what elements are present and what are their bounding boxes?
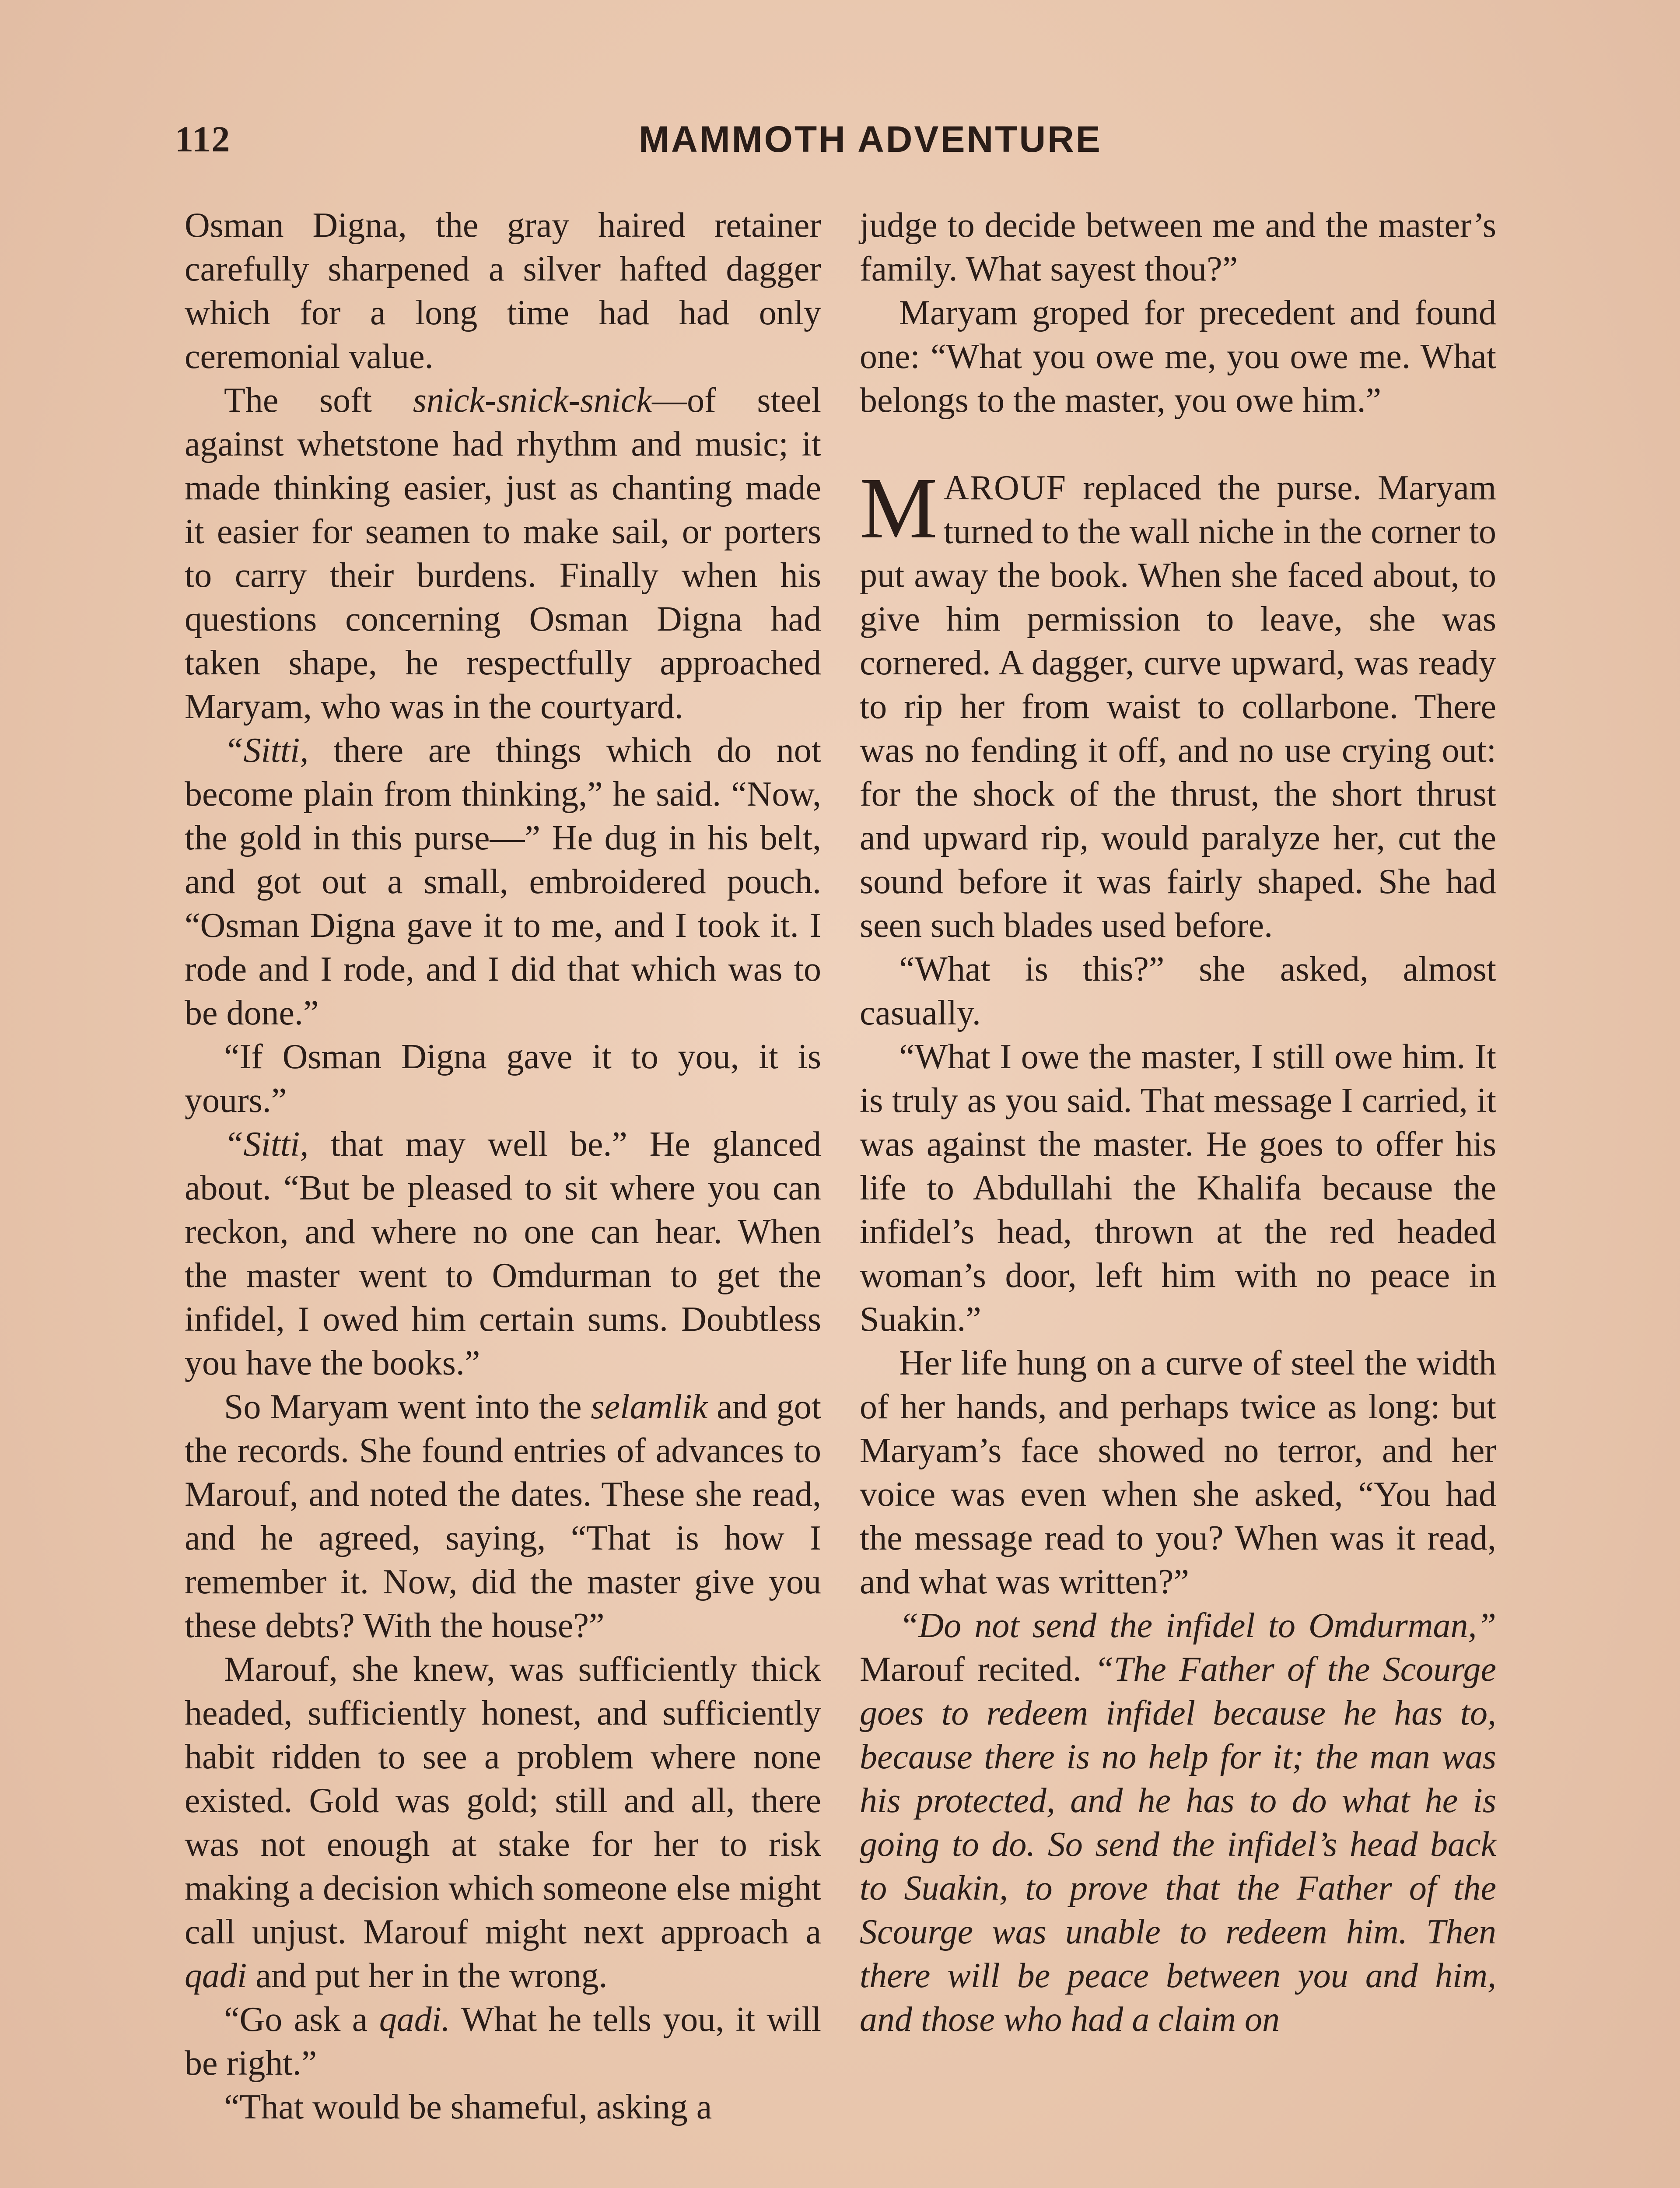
paragraph: “If Osman Digna gave it to you, it is yours.” bbox=[185, 1038, 821, 1120]
paragraph: “That would be shameful, asking a bbox=[224, 2088, 712, 2126]
section-break bbox=[860, 422, 1496, 466]
paragraph: So Maryam went into the selamlik and got the records. She found entries of advances to Marouf, and noted the dates. These she read, and he agreed, saying, “That is how I remember it. Now, did the master give you these debts? With the house?” bbox=[185, 1388, 822, 1645]
paragraph: “Sitti, that may well be.” He glanced about. “But be pleased to sit where you can reckon, and where no one can hear. When the master went to Omdurman to get the infidel, I owed him certain sums. Doubtless you have the books.” bbox=[185, 1125, 821, 1382]
right-column bbox=[860, 203, 1496, 2041]
paragraph: Osman Digna, the gray haired retainer carefully sharpened a silver hafted dagger which for a long time had had only ceremonial value. bbox=[185, 206, 821, 376]
paragraph: “What is this?” she asked, almost casually. bbox=[860, 950, 1496, 1032]
running-head: MAMMOTH ADVENTURE bbox=[639, 119, 1102, 160]
drop-cap: M bbox=[860, 460, 938, 557]
paragraph: “Do not send the infidel to Omdurman,” Marouf recited. “The Father of the Scourge goes to redeem infidel because he has to, because there is no help for it; the man was his protected, and he has to do what he is going to do. So send the infidel’s head back to Suakin, to prove that the Father of the Scourge was unable to redeem him. Then there will be peace between you and him, and those who had a claim on bbox=[860, 1606, 1496, 2039]
left-column bbox=[185, 203, 821, 2129]
paragraph: Marouf, she knew, was sufficiently thick headed, sufficiently honest, and sufficiently habit ridden to see a problem where none existed. Gold was gold; still and all, there was not enough at stake for her to risk making a decision which someone else might call unjust. Marouf might next approach a qadi and put her in the wrong. bbox=[185, 1650, 821, 1995]
page-number: 112 bbox=[175, 119, 231, 160]
paragraph: Maryam groped for precedent and found one: “What you owe me, you owe me. What belongs to the master, you owe him.” bbox=[860, 294, 1496, 420]
paragraph: The soft snick-snick-snick—of steel against whetstone had rhythm and music; it made thinking easier, just as chanting made it easier for seamen to make sail, or porters to carry their burdens. Finally when his questions concerning Osman Digna had taken shape, he respectfully approached Maryam, who was in the courtyard. bbox=[185, 381, 821, 726]
paragraph: Her life hung on a curve of steel the width of her hands, and perhaps twice as long: but Maryam’s face showed no terror, and her voice was even when she asked, “You had the message read to you? When was it read, and what was written?” bbox=[860, 1344, 1496, 1601]
paragraph: judge to decide between me and the master’s family. What sayest thou?” bbox=[860, 206, 1496, 288]
paragraph: “What I owe the master, I still owe him. It is truly as you said. That message I carried, it was against the master. He goes to offer his life to Abdullahi the Khalifa because the infidel’s head, thrown at the red headed woman’s door, left him with no peace in Suakin.” bbox=[860, 1038, 1496, 1339]
paragraph: “Go ask a qadi. What he tells you, it will be right.” bbox=[185, 2000, 821, 2083]
paragraph: MAROUF replaced the purse. Maryam turned to the wall niche in the corner to put away the book. When she faced about, to give him permission to leave, she was cornered. A dagger, curve upward, was ready to rip her from waist to collarbone. There was no fending it off, and no use crying out: for the shock of the thrust, the short thrust and upward rip, would paralyze her, cut the sound before it was fairly shaped. She had seen such blades used before. bbox=[860, 460, 1496, 945]
page-header bbox=[0, 118, 1680, 175]
paragraph: “Sitti, there are things which do not become plain from thinking,” he said. “Now, the gold in this purse—” He dug in his belt, and got out a small, embroidered pouch. “Osman Digna gave it to me, and I took it. I rode and I rode, and I did that which was to be done.” bbox=[185, 731, 821, 1032]
